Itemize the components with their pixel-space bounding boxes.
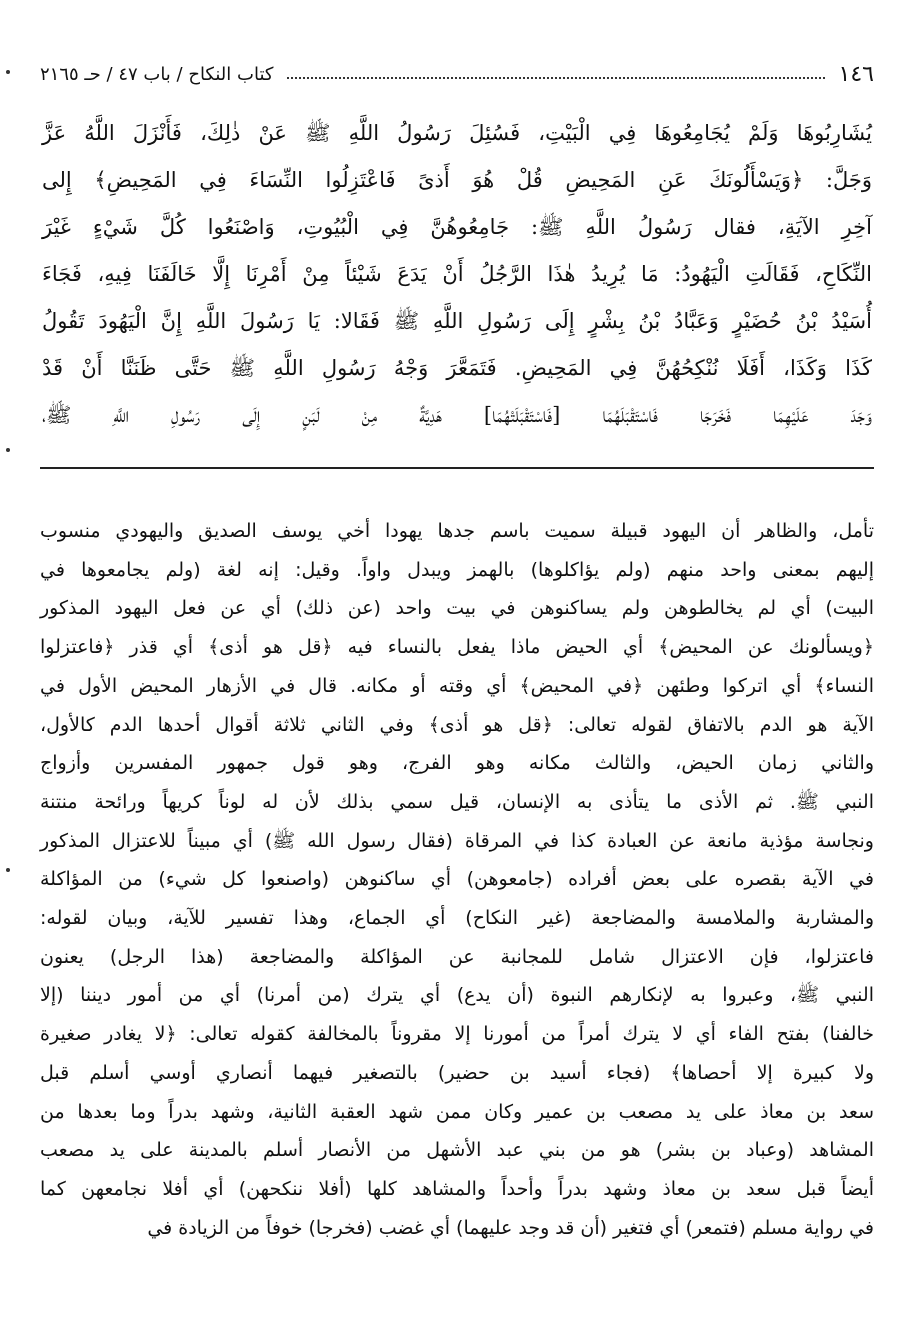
commentary-line: تأمل، والظاهر أن اليهود قبيلة سميت باسم جدها يهودا أخي يوسف الصديق واليهودي منسوب (40, 520, 874, 542)
running-title: كتاب النكاح / باب ٤٧ / حـ ٢١٦٥ (40, 63, 274, 85)
commentary-line: ونجاسة مؤذية مانعة عن العبادة كذا في المرقاة (فقال رسول الله ﷺ) أي مبيناً للاعتزال المذكور (40, 829, 874, 852)
hadith-line: وَجَدَ عَلَيْهِمَا فَخَرَجَا فَاسْتَقْبَلَهُمَا [فَاسْتَقْبَلَتْهُمَا] هَدِيَّةٌ مِنْ لَبَنٍ إِلَى رَسُولِ اللَّهِ ﷺ، (42, 403, 872, 427)
commentary-line: في الآية بقصره على بعض أفراده (جامعوهن) أي ساكنوهن (واصنعوا كل شيء) من المؤاكلة (40, 868, 874, 891)
commentary-line: النبي ﷺ. ثم الأذى ما يتأذى به الإنسان، قيل سمي بذلك لأن له لوناً كريهاً ورائحة منتنة (40, 790, 874, 813)
hadith-line: وَجَلَّ: ﴿وَيَسْأَلُونَكَ عَنِ المَحِيضِ قُلْ هُوَ أَذىً فَاعْتَزِلُوا النِّسَاءَ فِي المَحِيضِ﴾ إِلى (42, 168, 872, 192)
hadith-line: النِّكَاحِ، فَقَالَتِ الْيَهُودُ: مَا يُرِيدُ هٰذَا الرَّجُلُ أَنْ يَدَعَ شَيْئاً مِنْ أَمْرِنَا إِلَّا خَالَفَنَا فِيهِ، فَجَاءَ (42, 262, 872, 286)
commentary-line: خالفنا) بفتح الفاء أي لا يترك أمراً من أمورنا إلا مقروناً بالمخالفة كقوله تعالى: ﴿لا يغادر صغيرة (40, 1023, 874, 1046)
margin-mark (6, 70, 10, 74)
commentary-line: إليهم بمعنى واحد منهم (ولم يؤاكلوها) بالهمز ويبدل واواً. وقيل: إنه لغة (ولم يجامعوها في (40, 558, 874, 581)
commentary-line: البيت) أي لم يخالطوهن ولم يساكنوهن في بيت واحد (عن ذلك) أي عن فعل اليهود المذكور (40, 597, 874, 620)
commentary-line: النساء﴾ أي اتركوا وطئهن ﴿في المحيض﴾ أي وقته أو مكانه. قال في الأزهار المحيض الأول في (40, 674, 874, 697)
commentary-line: ﴿ويسألونك عن المحيض﴾ أي الحيض ماذا يفعل بالنساء فيه ﴿قل هو أذى﴾ أي قذر ﴿فاعتزلوا (40, 636, 874, 659)
hadith-line: آخِرِ الآيَةِ، فقال رَسُولُ اللَّهِ ﷺ: جَامِعُوهُنَّ فِي الْبُيُوتِ، وَاصْنَعُوا كُلَّ شَيْءٍ غَيْرَ (42, 215, 872, 239)
commentary-line: في رواية مسلم (فتمعر) أي فتغير (أن قد وجد عليهما) أي غضب (فخرجا) خوفاً من الزيادة في (147, 1216, 874, 1239)
page-number: ١٤٦ (838, 61, 874, 87)
commentary-text (40, 512, 874, 1247)
commentary-line: النبي ﷺ، وعبروا به لإنكارهم النبوة (أن يدع) أي يترك (من أمرنا) أي من أمور ديننا (إلا (40, 984, 874, 1007)
separator-rule (40, 467, 874, 469)
margin-mark (6, 448, 10, 452)
hadith-text (42, 110, 872, 439)
commentary-line: سعد بن معاذ على يد مصعب بن عمير وكان ممن شهد العقبة الثانية، وشهد بدراً وما بعدها من (40, 1100, 874, 1123)
commentary-line: ولا كبيرة إلا أحصاها﴾ (فجاء أسيد بن حضير) بالتصغير فيهما أنصاري أوسي أسلم قبل (40, 1061, 874, 1084)
commentary-line: والمشاربة والملامسة والمضاجعة (غير النكاح) أي الجماع، وهذا تفسير للآية، وبيان لقوله: (40, 907, 874, 930)
commentary-line: الآية هو الدم بالاتفاق لقوله تعالى: ﴿قل هو أذى﴾ وفي الثاني ثلاثة أقوال أحدها الدم كالأول، (40, 713, 874, 736)
hadith-line: يُشَارِبُوهَا وَلَمْ يُجَامِعُوهَا فِي الْبَيْتِ، فَسُئِلَ رَسُولُ اللَّهِ ﷺ عَنْ ذٰلِكَ، فَأَنْزَلَ اللَّهُ عَزَّ (42, 121, 872, 145)
commentary-line: المشاهد (وعباد بن بشر) هو من بني عبد الأشهل من الأنصار أسلم بالمدينة على يد مصعب (40, 1139, 874, 1162)
hadith-line: أُسَيْدُ بْنُ حُضَيْرٍ وَعَبَّادُ بْنُ بِشْرٍ إِلَى رَسُولِ اللَّهِ ﷺ فَقَالا: يَا رَسُولَ اللَّهِ إِنَّ الْيَهُودَ تَقُولُ (42, 309, 872, 333)
commentary-line: أيضاً قبل سعد بن معاذ وشهد بدراً وأحداً والمشاهد كلها (أفلا ننكحهن) أي أفلا نجامعهن كما (40, 1177, 874, 1200)
page-header (40, 58, 874, 90)
hadith-line: كَذَا وَكَذَا، أَفَلَا نُنْكِحُهُنَّ فِي المَحِيضِ. فَتَمَعَّرَ وَجْهُ رَسُولِ اللَّهِ ﷺ حَتَّى ظَنَنَّا أَنْ قَدْ (42, 356, 872, 380)
margin-mark (6, 868, 10, 872)
commentary-line: فاعتزلوا، فإن الاعتزال شامل للمجانبة عن المؤاكلة والمضاجعة (هذا الرجل) يعنون (40, 945, 874, 968)
header-dotted-leader (287, 77, 824, 79)
commentary-line: والثاني زمان الحيض، والثالث مكانه وهو الفرج، وهو قول جمهور المفسرين وأزواج (40, 752, 874, 775)
